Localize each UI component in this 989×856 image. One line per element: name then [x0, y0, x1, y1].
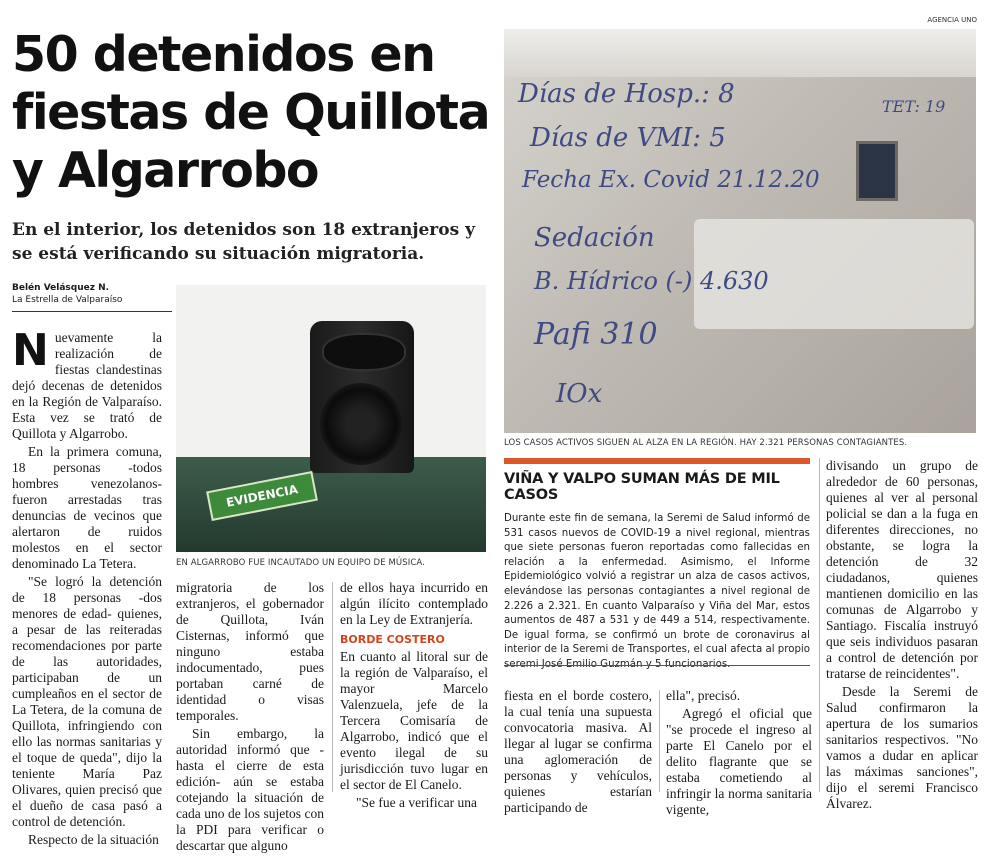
column-divider	[659, 690, 660, 792]
byline	[12, 282, 172, 312]
speaker-photo-caption: EN ALGARROBO FUE INCAUTADO UN EQUIPO DE MÚSICA.	[176, 558, 425, 568]
board-line: Pafi 310	[534, 317, 658, 352]
sidebar-accent-bar	[504, 458, 810, 464]
board-line: IOx	[556, 379, 603, 409]
sidebar-divider	[504, 665, 810, 666]
article-paragraph: Agregó el oficial que "se procede el ingreso al parte El Canelo por el delito flagrante que se estaba cometiendo al infringir la norma sanitaria vigente,	[666, 706, 812, 817]
article-paragraph: Respecto de la situación	[28, 832, 159, 847]
monitor	[856, 141, 898, 201]
speaker-photo	[176, 285, 486, 552]
article-paragraph: "Se fue a verificar una	[356, 795, 477, 810]
hospital-photo	[504, 29, 976, 433]
column-divider	[332, 582, 333, 792]
deck: En el interior, los detenidos son 18 extranjeros y se está verificando su situación migratoria.	[12, 220, 475, 264]
article-paragraph: Nuevamente la realización de fiestas clandestinas dejó decenas de detenidos en la Región de Valparaíso. Esta vez se trató de Quillota y Algarrobo.	[12, 325, 162, 441]
byline-author: Belén Velásquez N.	[12, 283, 110, 293]
board-line: B. Hídrico (-) 4.630	[534, 267, 769, 295]
dropcap: N	[12, 325, 49, 376]
article-paragraph: Sin embargo, la autoridad informó que -hasta el cierre de esta edición- aún se estaba cotejando la situación de cada uno de los sujetos con la PDI para verificar o descartar que alguno	[176, 726, 324, 853]
board-line: Días de VMI: 5	[530, 123, 726, 153]
board-line: Fecha Ex. Covid 21.12.20	[522, 167, 820, 193]
board-line: Sedación	[534, 223, 655, 253]
sidebar-body: Durante este fin de semana, la Seremi de Salud informó de 531 casos nuevos de COVID-19 a nivel regional, mientras que siete personas fueron reportadas como fallecidas en relación a la enfermedad. Asimismo, el Informe Epidemiológico volvió a registrar un alza de casos activos, elevándose las personas contagiantes a nivel regional de 2.226 a 2.321. En cuanto Valparaíso y Viña del Mar, estos aumentos de 487 a 531 y de 449 a 514, respectivamente. De igual forma, se confirmó un brote de coronavirus al interior de la Seremi de Transportes, el cual afecta al propio	[504, 513, 810, 656]
headline: 50 detenidos en fiestas de Quillota y Algarrobo	[12, 26, 490, 199]
board-line: Días de Hosp.: 8	[518, 79, 735, 109]
sidebar-title: VIÑA Y VALPO SUMAN MÁS DE MIL CASOS	[504, 471, 780, 503]
article-column-3	[340, 580, 488, 813]
article-paragraph: "Se logró la detención de 18 personas -dos menores de edad- quienes, a pesar de las reiteradas recomendaciones por parte de las autoridades, participaban de un cumpleaños en el sector de La Tetera, de la comuna de Quillota, infringiendo con ello las normas sanitarias y el toque de queda", dijo la teniente María Paz Olivares, quien precisó que el dueño de casa pasó a control de detención.	[12, 574, 162, 829]
article-paragraph: Desde la Seremi de Salud confirmaron la apertura de los sumarios sanitarios respectivos. "No vamos a dudar en aplicar las máximas sanciones", dijo el seremi Francisco Álvarez.	[826, 684, 978, 811]
subhead-borde-costero: BORDE COSTERO	[340, 633, 445, 646]
article-paragraph: divisando un grupo de alrededor de 60 personas, quienes al ver al personal policial se dan a la fuga en diferentes direcciones, no obstante, se logra la detención de 32 ciudadanos, quienes mantienen domicilio en las comunas de Algarrobo y Santiago. Fiscalía instruyó que seis individuos pasaran a control de detención por tratarse de reincidentes".	[826, 458, 978, 681]
article-column-2	[176, 580, 324, 856]
speaker-woofer	[320, 383, 402, 465]
article-paragraph: fiesta en el borde costero, la cual tenía una supuesta convocatoria masiva. Al llegar al lugar se confirma una aglomeración de personas y vehículos, quienes estarían participando de	[504, 688, 652, 815]
article-paragraph: En cuanto al litoral sur de la región de Valparaíso, el mayor Marcelo Valenzuela, jefe de la Tercera Comisaría de Algarrobo, indicó que el evento ilegal de su jurisdicción tuvo lugar en el sector de El Canelo.	[340, 649, 488, 792]
byline-outlet: La Estrella de Valparaíso	[12, 295, 123, 305]
speaker-horn	[322, 333, 406, 371]
article-column-1	[12, 325, 162, 850]
agency-credit: AGENCIA UNO	[927, 16, 977, 24]
article-paragraph: migratoria de los extranjeros, el gobernador de Quillota, Iván Cisternas, informó que ninguno estaba indocumentado, pues portaban carné de identidad o visas temporales.	[176, 580, 324, 723]
article-paragraph: ella", precisó.	[666, 688, 741, 703]
speaker-image	[310, 321, 414, 473]
article-paragraph: En la primera comuna, 18 personas -todos hombres venezolanos- fueron arrestadas tras denuncias de vecinos que alertaron de ruidos molestos en el sector denominado La Tetera.	[12, 444, 162, 571]
column-divider	[819, 458, 820, 792]
article-paragraph: de ellos haya incurrido en algún ilícito contemplado en la Ley de Extranjería.	[340, 580, 488, 627]
article-column-5	[666, 688, 812, 820]
evidence-tag: EVIDENCIA	[206, 471, 318, 521]
hospital-photo-caption: LOS CASOS ACTIVOS SIGUEN AL ALZA EN LA REGIÓN. HAY 2.321 PERSONAS CONTAGIANTES.	[504, 438, 908, 448]
board-tag: TET: 19	[882, 97, 946, 116]
article-column-6	[826, 458, 978, 814]
window-frame	[504, 29, 976, 77]
